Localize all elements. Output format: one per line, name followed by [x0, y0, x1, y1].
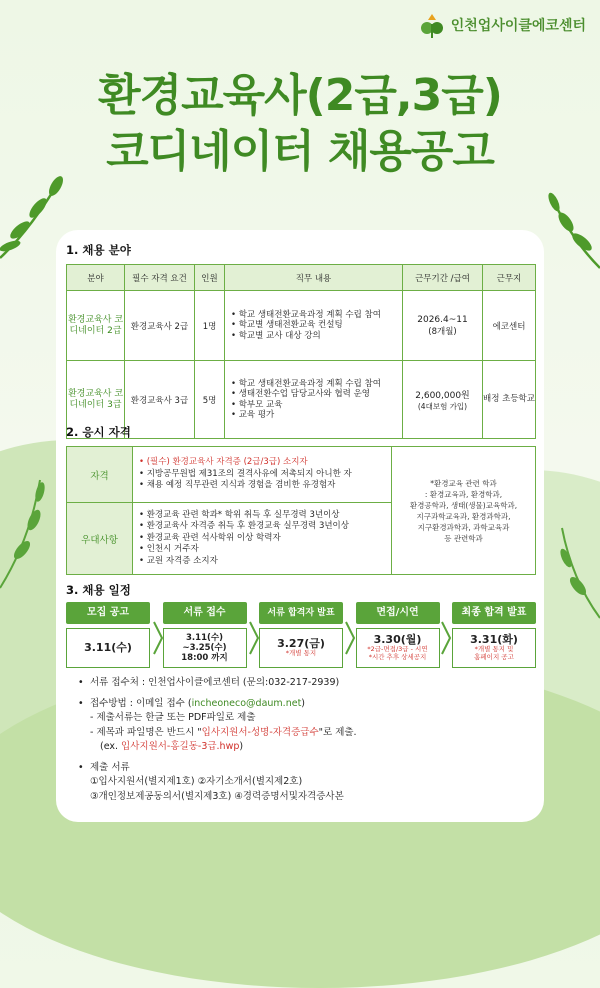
title-line-2: 코디네이터 채용공고 [106, 126, 494, 177]
filename-format: 입사지원서-성명-자격증급수 [201, 726, 319, 738]
filename-suffix: "로 제출. [318, 726, 357, 738]
header-field: 분야 [67, 265, 125, 291]
duty-item: • 교육 평가 [231, 410, 402, 421]
step-note: *개별 통지 및 [474, 645, 514, 653]
step-title: 서류 접수 [163, 602, 247, 624]
note-line: 지구환경과학과, 과학교육과 [417, 522, 510, 532]
method-prefix: 접수방법 : 이메일 접수 ( [90, 697, 192, 709]
example-file: 입사지원서-홍길동-3급.hwp [121, 741, 240, 752]
step-date: 3.31(화) [470, 633, 518, 646]
row-location: 배정 초등학교 [483, 361, 536, 439]
preference-item: • 인천시 거주자 [139, 544, 385, 556]
period-value: 2026.4~11 [417, 314, 468, 325]
section-heading-qualification: 2. 응시 자격 [66, 425, 131, 439]
pay-note: (4대보험 가입) [417, 401, 468, 411]
pay-value: 2,600,000원 [415, 390, 470, 401]
schedule-step-document-submission [163, 602, 247, 668]
logo-text: 인천업사이클에코센터 [450, 18, 586, 34]
info-method-sub: - 제출서류는 한글 또는 PDF파일로 제출 [90, 712, 256, 723]
step-title: 모집 공고 [66, 602, 150, 624]
schedule-timeline [66, 602, 536, 668]
table-row [67, 291, 536, 361]
step-body [259, 628, 343, 668]
arrow-right-icon [344, 602, 358, 674]
row-duties [225, 291, 403, 361]
info-docs-line: ①입사지원서(별지제1호) ②자기소개서(별지제2호) [90, 776, 303, 787]
info-filename-rule [78, 726, 528, 741]
leaf-branch-right-icon [542, 190, 600, 270]
duty-item: • 학교별 생태전환교육 컨설팅 [231, 320, 402, 331]
row-field: 환경교육사 코디네이터 2급 [67, 291, 125, 361]
row-requirement: 환경교육사 2급 [125, 291, 195, 361]
step-body [66, 628, 150, 668]
info-docs-line: ③개인정보제공동의서(별지제3호) ④경력증명서및자격증사본 [90, 790, 344, 802]
row-location: 에코센터 [483, 291, 536, 361]
step-note: *개별 통지 [285, 649, 317, 657]
leaf-branch-lower-left-icon [0, 470, 60, 590]
note-line: 지구과학교육과, 환경과학과, [416, 511, 511, 521]
step-date: 3.11(수) [84, 641, 132, 654]
preference-list [133, 503, 392, 575]
step-note: 홈페이지 공고 [474, 653, 514, 661]
step-body [452, 628, 536, 668]
content-card [56, 230, 544, 822]
duty-item: • 생태전환수업 담당교사와 협력 운영 [231, 389, 402, 400]
center-logo [417, 10, 586, 40]
step-body [163, 628, 247, 668]
step-title: 최종 합격 발표 [452, 602, 536, 624]
header-requirement: 필수 자격 요건 [125, 265, 195, 291]
leaf-branch-lower-right-icon [548, 520, 600, 620]
row-field: 환경교육사 코디네이터 3급 [67, 361, 125, 439]
info-receiver: • 서류 접수처 : 인천업사이클에코센터 (문의:032-217-2939) [78, 676, 528, 691]
info-docs-title: • 제출 서류 [78, 761, 528, 776]
step-title: 면접/시연 [356, 602, 440, 624]
step-note: *2급-면접/3급 - 시연 [367, 645, 428, 653]
row-period-pay [403, 361, 483, 439]
label-qualification: 자격 [67, 447, 133, 503]
qualification-item: • 지방공무원법 제31조의 결격사유에 저촉되지 아니한 자 [139, 469, 385, 481]
page-title [0, 68, 600, 180]
row-count: 5명 [195, 361, 225, 439]
step-body [356, 628, 440, 668]
section-heading-recruit-field: 1. 채용 분야 [66, 243, 131, 257]
schedule-step-interview [356, 602, 440, 668]
period-note: (8개월) [428, 326, 457, 337]
application-info [78, 676, 528, 804]
upcycle-leaf-logo-icon [417, 10, 447, 40]
email-link[interactable]: incheoneco@daum.net [191, 697, 302, 709]
schedule-step-final-result [452, 602, 536, 668]
method-suffix: ) [301, 697, 306, 709]
preference-item: • 환경교육 관련 석사학위 이상 학력자 [139, 533, 385, 545]
filename-prefix: - 제목과 파일명은 반드시 " [90, 726, 202, 738]
table-header-row [67, 265, 536, 291]
example-prefix: (ex. [100, 741, 122, 752]
preference-item: • 환경교육사 자격증 취득 후 환경교육 실무경력 3년이상 [139, 521, 385, 533]
info-method [78, 697, 528, 712]
info-filename-example [78, 740, 528, 755]
arrow-right-icon [440, 602, 454, 674]
header-count: 인원 [195, 265, 225, 291]
preference-item: • 환경교육 관련 학과* 학위 취득 후 실무경력 3년이상 [139, 510, 385, 522]
duty-item: • 학교 생태전환교육과정 계획 수립 참여 [231, 379, 402, 390]
recruit-field-table [66, 264, 536, 439]
step-time: 18:00 까지 [181, 653, 228, 663]
note-line: 등 관련학과 [444, 533, 483, 543]
schedule-step-document-result [259, 602, 343, 668]
step-title: 서류 합격자 발표 [259, 602, 343, 624]
title-line-1: 환경교육사(2급,3급) [98, 70, 502, 121]
row-count: 1명 [195, 291, 225, 361]
arrow-right-icon [248, 602, 262, 674]
note-line: : 환경교육과, 환경학과, [424, 489, 503, 499]
qualification-table [66, 446, 536, 575]
row-requirement: 환경교육사 3급 [125, 361, 195, 439]
qualification-item-required: • (필수) 환경교육사 자격증 (2급/3급) 소지자 [139, 457, 385, 469]
label-preference: 우대사항 [67, 503, 133, 575]
header-duty: 직무 내용 [225, 265, 403, 291]
example-suffix: ) [239, 741, 244, 752]
step-note: *시간 추후 상세공지 [368, 653, 427, 661]
schedule-step-announcement [66, 602, 150, 668]
header-period-pay: 근무기간 /급여 [403, 265, 483, 291]
header-location: 근무지 [483, 265, 536, 291]
preference-item: • 교원 자격증 소지자 [139, 556, 385, 568]
step-date: 3.11(수) ~3.25(수) [182, 633, 227, 653]
note-line: 환경공학과, 생태(생물)교육학과, [409, 500, 518, 510]
row-period-pay [403, 291, 483, 361]
related-major-note [392, 447, 536, 575]
duty-item: • 학부모 교육 [231, 400, 402, 411]
qualification-list [133, 447, 392, 503]
note-line: *환경교육 관련 학과 [430, 478, 497, 488]
duty-item: • 학교 생태전환교육과정 계획 수립 참여 [231, 310, 402, 321]
step-date: 3.30(월) [373, 633, 422, 646]
qualification-item: • 채용 예정 직무관련 지식과 경험을 겸비한 유경험자 [139, 480, 385, 492]
duty-item: • 학교별 교사 대상 강의 [231, 331, 402, 342]
table-row [67, 361, 536, 439]
row-duties [225, 361, 403, 439]
step-date: 3.27(금) [277, 637, 325, 650]
qualification-row [67, 447, 536, 503]
section-heading-schedule: 3. 채용 일정 [66, 583, 131, 597]
arrow-right-icon [152, 602, 166, 674]
